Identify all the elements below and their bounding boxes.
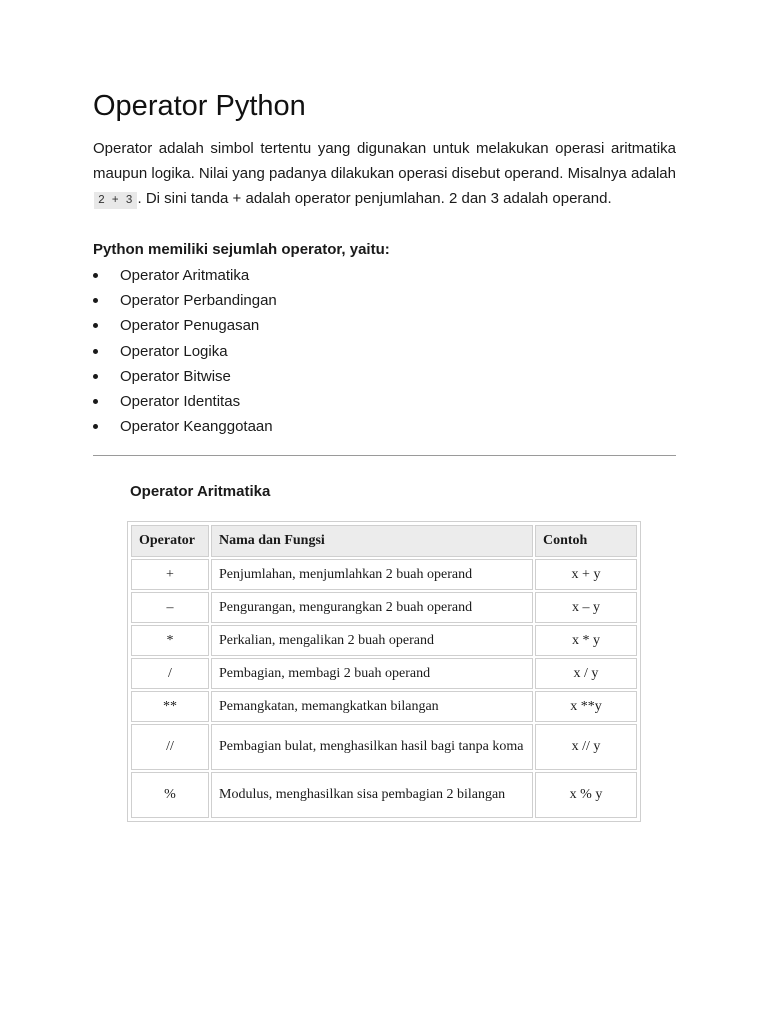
table-row (131, 559, 637, 590)
list-item: Operator Bitwise (93, 364, 676, 389)
inline-code-example: 2 + 3 (94, 192, 137, 209)
table-row (131, 625, 637, 656)
operator-type-list (93, 263, 676, 439)
cell-operator: % (131, 772, 209, 818)
section-title-aritmatika: Operator Aritmatika (130, 483, 271, 500)
list-item: Operator Perbandingan (93, 288, 676, 313)
table-row (131, 772, 637, 818)
bullet-icon (93, 298, 98, 303)
list-item: Operator Identitas (93, 389, 676, 414)
cell-example: x / y (535, 658, 637, 689)
list-item: Operator Keanggotaan (93, 414, 676, 439)
cell-name: Perkalian, mengalikan 2 buah operand (211, 625, 533, 656)
list-item: Operator Aritmatika (93, 263, 676, 288)
page-title: Operator Python (93, 90, 306, 122)
cell-operator: ** (131, 691, 209, 722)
cell-example: x * y (535, 625, 637, 656)
cell-name: Pemangkatan, memangkatkan bilangan (211, 691, 533, 722)
table-row (131, 691, 637, 722)
table-header-row (131, 525, 637, 557)
intro-paragraph (93, 136, 676, 213)
cell-example: x + y (535, 559, 637, 590)
arithmetic-operator-table (129, 523, 639, 820)
cell-example: x – y (535, 592, 637, 623)
cell-operator: // (131, 724, 209, 770)
operator-list-heading: Python memiliki sejumlah operator, yaitu: (93, 241, 390, 258)
cell-example: x % y (535, 772, 637, 818)
bullet-icon (93, 399, 98, 404)
bullet-icon (93, 374, 98, 379)
horizontal-divider (93, 455, 676, 456)
intro-text-start: Operator adalah simbol tertentu yang digunakan untuk melakukan operasi aritmatika maupun logika. Nilai yang padanya dilakukan operasi disebut operand. Misalnya adalah (93, 140, 676, 182)
cell-example: x **y (535, 691, 637, 722)
bullet-icon (93, 349, 98, 354)
table-row (131, 658, 637, 689)
cell-operator: + (131, 559, 209, 590)
header-operator: Operator (131, 525, 209, 557)
header-name-function: Nama dan Fungsi (211, 525, 533, 557)
table-row (131, 592, 637, 623)
cell-name: Pengurangan, mengurangkan 2 buah operand (211, 592, 533, 623)
cell-example: x // y (535, 724, 637, 770)
bullet-icon (93, 424, 98, 429)
list-item: Operator Logika (93, 339, 676, 364)
cell-operator: – (131, 592, 209, 623)
list-item: Operator Penugasan (93, 313, 676, 338)
bullet-icon (93, 273, 98, 278)
arithmetic-table-container (127, 521, 641, 822)
cell-name: Modulus, menghasilkan sisa pembagian 2 bilangan (211, 772, 533, 818)
header-example: Contoh (535, 525, 637, 557)
cell-name: Penjumlahan, menjumlahkan 2 buah operand (211, 559, 533, 590)
cell-operator: / (131, 658, 209, 689)
document-body (93, 86, 676, 456)
bullet-icon (93, 323, 98, 328)
cell-operator: * (131, 625, 209, 656)
table-row (131, 724, 637, 770)
cell-name: Pembagian bulat, menghasilkan hasil bagi tanpa koma (211, 724, 533, 770)
cell-name: Pembagian, membagi 2 buah operand (211, 658, 533, 689)
intro-text-end: . Di sini tanda + adalah operator penjumlahan. 2 dan 3 adalah operand. (137, 190, 612, 207)
